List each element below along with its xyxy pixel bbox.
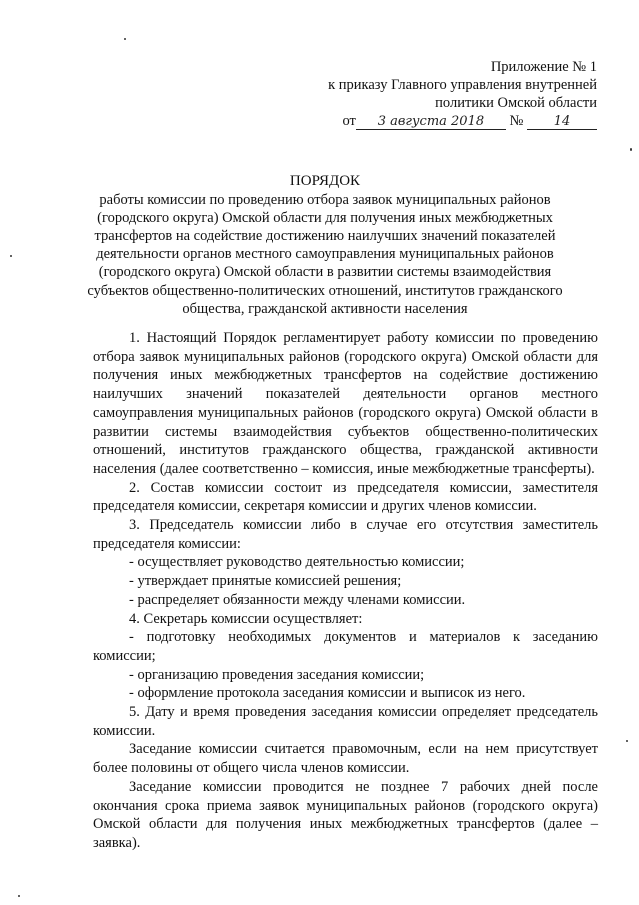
handwritten-number: 14: [527, 115, 597, 130]
scan-speck: [630, 148, 632, 151]
list-item: - подготовку необходимых документов и материалов к заседанию комиссии;: [93, 629, 598, 664]
paragraph-1: 1. Настоящий Порядок регламентирует работу комиссии по проведению отбора заявок муниципальных районов (городского округа) Омской области для получения иных межбюджетных трансфертов на содействие достижению наилучших значений показателей деятельности органов местного самоуправления муниципальных районов (городского округа) Омской области в развитии системы взаимодействия субъектов общественно-политических отношений, институтов гражданского общества, гражданской активности населения (далее соответственно – комиссия, иные межбюджетные трансферты).: [93, 330, 598, 477]
paragraph-2: 2. Состав комиссии состоит из председателя комиссии, заместителя председателя комиссии, секретаря комиссии и других членов комиссии.: [93, 479, 598, 515]
list-item: - осуществляет руководство деятельностью комиссии;: [129, 554, 465, 571]
list-item: - распределяет обязанности между членами комиссии.: [129, 591, 466, 608]
annex-line-2: к приказу Главного управления внутренней: [328, 77, 597, 93]
date-prefix: от: [342, 113, 356, 129]
scan-speck: [10, 255, 12, 257]
annex-date-line: [328, 112, 597, 130]
list-item: - оформление протокола заседания комиссии и выписок из него.: [129, 685, 526, 702]
paragraph-5: 5. Дату и время проведения заседания комиссии определяет председатель комиссии.: [93, 704, 598, 739]
document-body: [93, 329, 598, 853]
paragraph-4: 4. Секретарь комиссии осуществляет:: [129, 610, 363, 627]
scan-speck: [18, 895, 20, 897]
list-item: - утверждает принятые комиссией решения;: [129, 573, 402, 590]
annex-block: [328, 58, 597, 130]
document-subtitle: работы комиссии по проведению отбора заявок муниципальных районов (городского округа) Омской области для получения иных межбюджетных трансфертов на содействие достижению наилучших значений показателей деятельности органов местного самоуправления муниципальных районов (городского округа) Омской области в развитии системы взаимодействия субъектов общественно-политических отношений, институтов гражданского общества, гражданской активности населения: [87, 192, 563, 317]
handwritten-date: 3 августа 2018: [356, 115, 506, 130]
paragraph-3: 3. Председатель комиссии либо в случае его отсутствия заместитель председателя комиссии:: [93, 517, 598, 552]
scan-speck: [626, 740, 628, 742]
document-title: ПОРЯДОК: [289, 173, 361, 189]
scan-speck: [124, 38, 126, 40]
paragraph-6: Заседание комиссии считается правомочным, если на нем присутствует более половины от общего числа членов комиссии.: [93, 741, 598, 777]
annex-line-3: политики Омской области: [435, 95, 597, 111]
number-prefix: №: [509, 113, 524, 129]
document-heading: [70, 172, 580, 318]
paragraph-7: Заседание комиссии проводится не позднее 7 рабочих дней после окончания срока приема заявок муниципальных районов (городского округа) Омской области для получения иных межбюджетных трансфертов (далее – заявка).: [93, 778, 598, 851]
annex-line-1: Приложение № 1: [490, 59, 597, 75]
list-item: - организацию проведения заседания комиссии;: [129, 666, 425, 683]
